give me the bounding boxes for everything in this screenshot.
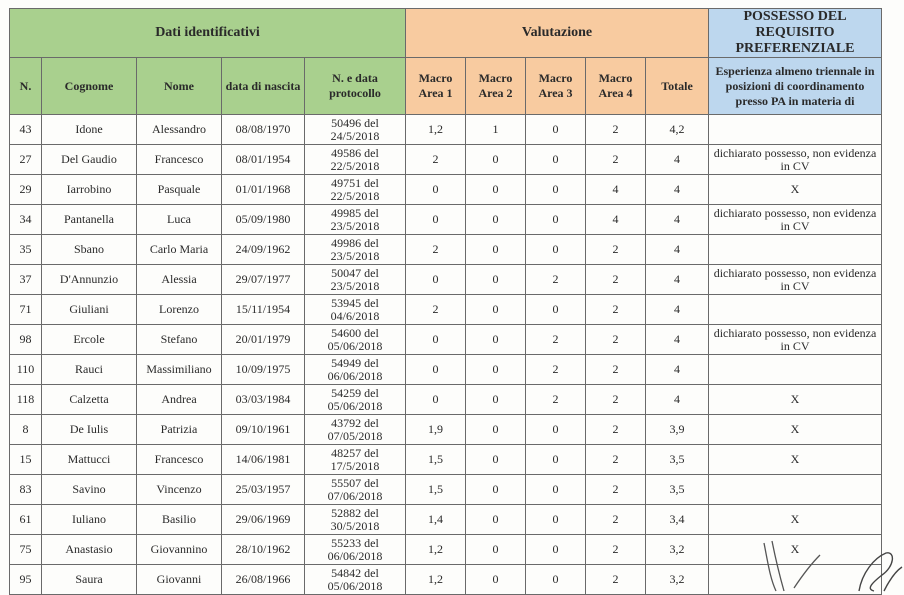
- cell-macro-area-4: 2: [586, 115, 646, 145]
- column-header-row: [10, 58, 882, 115]
- cell-macro-area-2: 0: [466, 235, 526, 265]
- cell-name: Luca: [137, 205, 222, 235]
- cell-surname: De Iulis: [42, 415, 137, 445]
- signature-scribble: [754, 533, 904, 593]
- cell-macro-area-3: 0: [526, 475, 586, 505]
- cell-protocol: 49985 del 23/5/2018: [305, 205, 406, 235]
- col-name: Nome: [137, 58, 222, 115]
- cell-macro-area-2: 0: [466, 475, 526, 505]
- cell-macro-area-2: 0: [466, 445, 526, 475]
- cell-macro-area-3: 2: [526, 355, 586, 385]
- cell-macro-area-4: 2: [586, 415, 646, 445]
- col-macro-area-1: Macro Area 1: [406, 58, 466, 115]
- cell-requirement: [709, 235, 882, 265]
- cell-name: Stefano: [137, 325, 222, 355]
- cell-surname: Savino: [42, 475, 137, 505]
- cell-n: 95: [10, 565, 42, 595]
- cell-name: Alessandro: [137, 115, 222, 145]
- table-row: [10, 175, 882, 205]
- cell-total: 3,5: [646, 475, 709, 505]
- cell-protocol: 50047 del 23/5/2018: [305, 265, 406, 295]
- cell-name: Andrea: [137, 385, 222, 415]
- cell-surname: Ercole: [42, 325, 137, 355]
- col-surname: Cognome: [42, 58, 137, 115]
- col-macro-area-2: Macro Area 2: [466, 58, 526, 115]
- cell-protocol: 54842 del 05/06/2018: [305, 565, 406, 595]
- cell-protocol: 50496 del 24/5/2018: [305, 115, 406, 145]
- cell-protocol: 53945 del 04/6/2018: [305, 295, 406, 325]
- section-requirement: POSSESSO DEL REQUISITO PREFERENZIALE: [709, 9, 882, 58]
- cell-total: 4: [646, 295, 709, 325]
- table-row: [10, 475, 882, 505]
- cell-macro-area-3: 0: [526, 445, 586, 475]
- cell-macro-area-3: 0: [526, 415, 586, 445]
- cell-requirement: dichiarato possesso, non evidenza in CV: [709, 325, 882, 355]
- cell-requirement: dichiarato possesso, non evidenza in CV: [709, 265, 882, 295]
- cell-n: 98: [10, 325, 42, 355]
- cell-macro-area-4: 2: [586, 235, 646, 265]
- cell-requirement: X: [709, 445, 882, 475]
- cell-requirement: [709, 295, 882, 325]
- cell-macro-area-1: 1,2: [406, 115, 466, 145]
- cell-macro-area-1: 0: [406, 355, 466, 385]
- cell-macro-area-2: 1: [466, 115, 526, 145]
- cell-macro-area-1: 0: [406, 325, 466, 355]
- cell-macro-area-1: 2: [406, 235, 466, 265]
- cell-n: 34: [10, 205, 42, 235]
- cell-name: Lorenzo: [137, 295, 222, 325]
- cell-macro-area-2: 0: [466, 145, 526, 175]
- cell-macro-area-4: 2: [586, 265, 646, 295]
- cell-name: Alessia: [137, 265, 222, 295]
- cell-n: 75: [10, 535, 42, 565]
- cell-macro-area-1: 0: [406, 175, 466, 205]
- table-row: [10, 145, 882, 175]
- table-row: [10, 265, 882, 295]
- cell-macro-area-1: 0: [406, 385, 466, 415]
- cell-macro-area-1: 1,4: [406, 505, 466, 535]
- cell-macro-area-2: 0: [466, 415, 526, 445]
- cell-macro-area-4: 2: [586, 565, 646, 595]
- cell-birth-date: 24/09/1962: [222, 235, 305, 265]
- cell-macro-area-4: 2: [586, 295, 646, 325]
- cell-macro-area-3: 2: [526, 385, 586, 415]
- cell-macro-area-3: 0: [526, 115, 586, 145]
- cell-macro-area-4: 4: [586, 175, 646, 205]
- cell-total: 4: [646, 235, 709, 265]
- cell-macro-area-4: 2: [586, 445, 646, 475]
- cell-protocol: 52882 del 30/5/2018: [305, 505, 406, 535]
- cell-macro-area-2: 0: [466, 535, 526, 565]
- cell-macro-area-2: 0: [466, 325, 526, 355]
- cell-surname: Anastasio: [42, 535, 137, 565]
- cell-surname: Mattucci: [42, 445, 137, 475]
- cell-name: Basilio: [137, 505, 222, 535]
- cell-surname: D'Annunzio: [42, 265, 137, 295]
- cell-macro-area-4: 2: [586, 385, 646, 415]
- cell-total: 3,4: [646, 505, 709, 535]
- cell-macro-area-4: 2: [586, 475, 646, 505]
- cell-birth-date: 15/11/1954: [222, 295, 305, 325]
- cell-protocol: 49586 del 22/5/2018: [305, 145, 406, 175]
- cell-birth-date: 08/08/1970: [222, 115, 305, 145]
- cell-protocol: 48257 del 17/5/2018: [305, 445, 406, 475]
- cell-protocol: 54949 del 06/06/2018: [305, 355, 406, 385]
- cell-total: 4: [646, 205, 709, 235]
- cell-macro-area-3: 0: [526, 565, 586, 595]
- cell-birth-date: 28/10/1962: [222, 535, 305, 565]
- cell-requirement: X: [709, 175, 882, 205]
- cell-macro-area-2: 0: [466, 505, 526, 535]
- col-requirement-detail: Esperienza almeno triennale in posizioni di coordinamento presso PA in materia di: [709, 58, 882, 115]
- cell-macro-area-3: 0: [526, 175, 586, 205]
- cell-n: 43: [10, 115, 42, 145]
- section-header-row: [10, 9, 882, 58]
- cell-n: 27: [10, 145, 42, 175]
- cell-macro-area-1: 2: [406, 295, 466, 325]
- candidates-table: [9, 8, 882, 595]
- cell-macro-area-4: 2: [586, 535, 646, 565]
- cell-macro-area-3: 0: [526, 235, 586, 265]
- cell-macro-area-1: 1,9: [406, 415, 466, 445]
- cell-surname: Idone: [42, 115, 137, 145]
- cell-birth-date: 25/03/1957: [222, 475, 305, 505]
- cell-macro-area-2: 0: [466, 175, 526, 205]
- cell-birth-date: 20/01/1979: [222, 325, 305, 355]
- cell-total: 4,2: [646, 115, 709, 145]
- cell-total: 4: [646, 145, 709, 175]
- cell-macro-area-3: 2: [526, 325, 586, 355]
- cell-requirement: dichiarato possesso, non evidenza in CV: [709, 145, 882, 175]
- cell-protocol: 55233 del 06/06/2018: [305, 535, 406, 565]
- cell-name: Francesco: [137, 445, 222, 475]
- cell-protocol: 54600 del 05/06/2018: [305, 325, 406, 355]
- cell-n: 83: [10, 475, 42, 505]
- cell-requirement: [709, 475, 882, 505]
- cell-macro-area-3: 2: [526, 265, 586, 295]
- cell-macro-area-2: 0: [466, 265, 526, 295]
- cell-protocol: 55507 del 07/06/2018: [305, 475, 406, 505]
- cell-surname: Rauci: [42, 355, 137, 385]
- cell-macro-area-2: 0: [466, 385, 526, 415]
- table-row: [10, 355, 882, 385]
- cell-total: 3,2: [646, 565, 709, 595]
- cell-macro-area-2: 0: [466, 205, 526, 235]
- cell-protocol: 54259 del 05/06/2018: [305, 385, 406, 415]
- cell-name: Pasquale: [137, 175, 222, 205]
- cell-surname: Iarrobino: [42, 175, 137, 205]
- cell-birth-date: 08/01/1954: [222, 145, 305, 175]
- table-row: [10, 415, 882, 445]
- cell-macro-area-1: 0: [406, 265, 466, 295]
- cell-protocol: 49986 del 23/5/2018: [305, 235, 406, 265]
- cell-macro-area-1: 0: [406, 205, 466, 235]
- table-row: [10, 115, 882, 145]
- cell-surname: Pantanella: [42, 205, 137, 235]
- cell-macro-area-1: 1,2: [406, 565, 466, 595]
- cell-total: 4: [646, 325, 709, 355]
- col-n: N.: [10, 58, 42, 115]
- col-birth-date: data di nascita: [222, 58, 305, 115]
- cell-macro-area-1: 1,2: [406, 535, 466, 565]
- cell-requirement: X: [709, 505, 882, 535]
- cell-surname: Sbano: [42, 235, 137, 265]
- cell-requirement: [709, 115, 882, 145]
- table-row: [10, 505, 882, 535]
- cell-total: 4: [646, 265, 709, 295]
- section-evaluation: Valutazione: [406, 9, 709, 58]
- cell-macro-area-3: 0: [526, 145, 586, 175]
- table-row: [10, 445, 882, 475]
- cell-n: 37: [10, 265, 42, 295]
- cell-surname: Saura: [42, 565, 137, 595]
- cell-macro-area-4: 2: [586, 145, 646, 175]
- table-row: [10, 565, 882, 595]
- cell-birth-date: 29/06/1969: [222, 505, 305, 535]
- cell-name: Massimiliano: [137, 355, 222, 385]
- cell-birth-date: 14/06/1981: [222, 445, 305, 475]
- cell-name: Patrizia: [137, 415, 222, 445]
- cell-total: 3,2: [646, 535, 709, 565]
- cell-macro-area-1: 2: [406, 145, 466, 175]
- cell-n: 118: [10, 385, 42, 415]
- table-row: [10, 235, 882, 265]
- cell-requirement: X: [709, 415, 882, 445]
- cell-n: 61: [10, 505, 42, 535]
- cell-macro-area-4: 4: [586, 205, 646, 235]
- col-macro-area-3: Macro Area 3: [526, 58, 586, 115]
- cell-name: Vincenzo: [137, 475, 222, 505]
- table-row: [10, 325, 882, 355]
- cell-birth-date: 29/07/1977: [222, 265, 305, 295]
- cell-n: 15: [10, 445, 42, 475]
- cell-macro-area-1: 1,5: [406, 475, 466, 505]
- cell-total: 4: [646, 175, 709, 205]
- cell-macro-area-3: 0: [526, 295, 586, 325]
- cell-birth-date: 01/01/1968: [222, 175, 305, 205]
- cell-macro-area-3: 0: [526, 505, 586, 535]
- cell-macro-area-2: 0: [466, 295, 526, 325]
- cell-name: Giovanni: [137, 565, 222, 595]
- cell-name: Giovannino: [137, 535, 222, 565]
- cell-requirement: X: [709, 535, 882, 565]
- cell-n: 71: [10, 295, 42, 325]
- col-total: Totale: [646, 58, 709, 115]
- cell-requirement: dichiarato possesso, non evidenza in CV: [709, 205, 882, 235]
- cell-birth-date: 10/09/1975: [222, 355, 305, 385]
- table-row: [10, 295, 882, 325]
- cell-macro-area-4: 2: [586, 325, 646, 355]
- cell-total: 4: [646, 355, 709, 385]
- cell-n: 29: [10, 175, 42, 205]
- cell-requirement: X: [709, 385, 882, 415]
- cell-birth-date: 26/08/1966: [222, 565, 305, 595]
- cell-birth-date: 05/09/1980: [222, 205, 305, 235]
- cell-birth-date: 09/10/1961: [222, 415, 305, 445]
- cell-macro-area-1: 1,5: [406, 445, 466, 475]
- cell-n: 110: [10, 355, 42, 385]
- cell-total: 3,9: [646, 415, 709, 445]
- cell-surname: Del Gaudio: [42, 145, 137, 175]
- section-identification: Dati identificativi: [10, 9, 406, 58]
- table-row: [10, 535, 882, 565]
- table-row: [10, 205, 882, 235]
- cell-protocol: 43792 del 07/05/2018: [305, 415, 406, 445]
- cell-n: 8: [10, 415, 42, 445]
- cell-macro-area-4: 2: [586, 505, 646, 535]
- cell-surname: Giuliani: [42, 295, 137, 325]
- cell-total: 4: [646, 385, 709, 415]
- cell-macro-area-4: 2: [586, 355, 646, 385]
- cell-macro-area-3: 0: [526, 535, 586, 565]
- col-macro-area-4: Macro Area 4: [586, 58, 646, 115]
- cell-name: Francesco: [137, 145, 222, 175]
- table-row: [10, 385, 882, 415]
- cell-protocol: 49751 del 22/5/2018: [305, 175, 406, 205]
- col-protocol: N. e data protocollo: [305, 58, 406, 115]
- cell-macro-area-3: 0: [526, 205, 586, 235]
- cell-total: 3,5: [646, 445, 709, 475]
- cell-surname: Iuliano: [42, 505, 137, 535]
- cell-macro-area-2: 0: [466, 565, 526, 595]
- cell-macro-area-2: 0: [466, 355, 526, 385]
- cell-n: 35: [10, 235, 42, 265]
- cell-birth-date: 03/03/1984: [222, 385, 305, 415]
- cell-name: Carlo Maria: [137, 235, 222, 265]
- cell-surname: Calzetta: [42, 385, 137, 415]
- cell-requirement: [709, 355, 882, 385]
